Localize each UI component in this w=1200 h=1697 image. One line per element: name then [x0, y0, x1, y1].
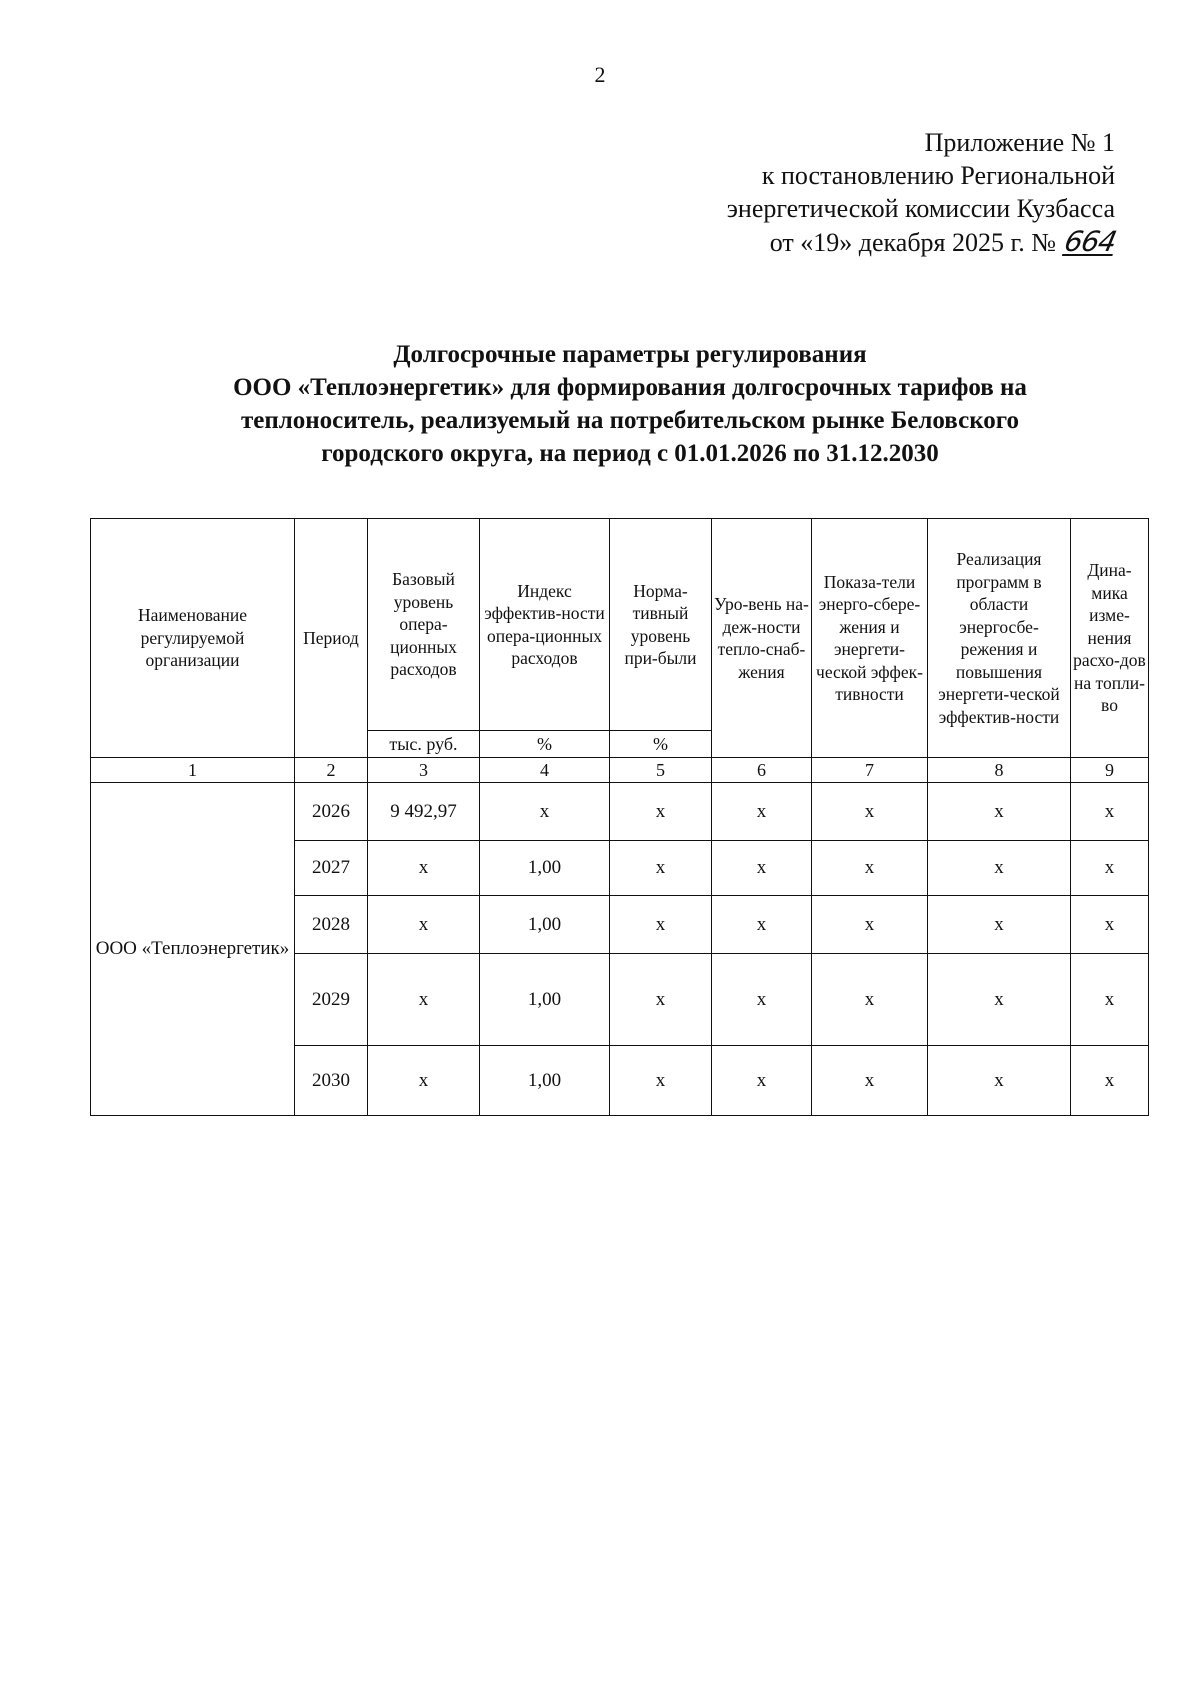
reliability-cell: х	[712, 896, 812, 954]
title-line-4: городского округа, на период с 01.01.2026 по 31.12.2030	[321, 440, 939, 467]
column-number: 3	[368, 758, 480, 783]
header-row	[91, 519, 1149, 731]
header-fuel-cost-dynamics: Дина-мика изме-нения расхо-дов на топли-во	[1071, 519, 1149, 758]
column-number: 2	[295, 758, 368, 783]
document-title	[100, 338, 1160, 470]
energy-indicators-cell: х	[812, 896, 928, 954]
efficiency-index-cell: 1,00	[480, 896, 610, 954]
fuel-dynamics-cell: х	[1071, 783, 1149, 841]
energy-programs-cell: х	[928, 896, 1071, 954]
period-cell: 2027	[295, 841, 368, 896]
energy-programs-cell: х	[928, 841, 1071, 896]
column-number: 1	[91, 758, 295, 783]
title-line-2: ООО «Теплоэнергетик» для формирования долгосрочных тарифов на	[233, 374, 1027, 401]
base-opex-cell: х	[368, 1046, 480, 1116]
period-cell: 2030	[295, 1046, 368, 1116]
header-energy-saving-programs: Реализация программ в области энергосбе-режения и повышения энергети-ческой эффектив-ности	[928, 519, 1071, 758]
efficiency-index-cell: 1,00	[480, 954, 610, 1046]
handwritten-decree-number: 664	[1061, 225, 1119, 258]
header-organization: Наименование регулируемой организации	[91, 519, 295, 758]
energy-programs-cell: х	[928, 783, 1071, 841]
header-reliability-level: Уро-вень на-деж-ности тепло-снаб-жения	[712, 519, 812, 758]
column-number: 5	[610, 758, 712, 783]
reliability-cell: х	[712, 783, 812, 841]
column-number: 6	[712, 758, 812, 783]
reliability-cell: х	[712, 954, 812, 1046]
header-efficiency-index: Индекс эффектив-ности опера-ционных расходов	[480, 519, 610, 731]
period-cell: 2029	[295, 954, 368, 1046]
column-numbers-row	[91, 758, 1149, 783]
appendix-line-3: энергетической комиссии Кузбасса	[726, 194, 1115, 223]
organization-name: ООО «Теплоэнергетик»	[91, 783, 295, 1116]
header-normative-profit: Норма-тивный уровень при-были	[610, 519, 712, 731]
fuel-dynamics-cell: х	[1071, 1046, 1149, 1116]
appendix-block	[560, 126, 1119, 259]
efficiency-index-cell: 1,00	[480, 841, 610, 896]
fuel-dynamics-cell: х	[1071, 954, 1149, 1046]
appendix-date: от «19» декабря 2025 г. №	[769, 228, 1057, 257]
column-number: 4	[480, 758, 610, 783]
column-number: 8	[928, 758, 1071, 783]
appendix-line-1: Приложение № 1	[924, 128, 1115, 157]
base-opex-cell: х	[368, 896, 480, 954]
energy-indicators-cell: х	[812, 841, 928, 896]
unit-thousand-rub: тыс. руб.	[368, 731, 480, 758]
fuel-dynamics-cell: х	[1071, 896, 1149, 954]
base-opex-cell: 9 492,97	[368, 783, 480, 841]
reliability-cell: х	[712, 1046, 812, 1116]
appendix-line-4	[560, 225, 1119, 259]
title-line-3: теплоноситель, реализуемый на потребительском рынке Беловского	[240, 407, 1020, 434]
column-number: 9	[1071, 758, 1149, 783]
appendix-line-2: к постановлению Региональной	[761, 161, 1115, 190]
unit-percent-profit: %	[610, 731, 712, 758]
period-cell: 2028	[295, 896, 368, 954]
normative-profit-cell: х	[610, 1046, 712, 1116]
header-energy-saving-indicators: Показа-тели энерго-сбере-жения и энергети-ческой эффек-тивности	[812, 519, 928, 758]
reliability-cell: х	[712, 841, 812, 896]
header-base-opex: Базовый уровень опера-ционных расходов	[368, 519, 480, 731]
normative-profit-cell: х	[610, 841, 712, 896]
efficiency-index-cell: х	[480, 783, 610, 841]
period-cell: 2026	[295, 783, 368, 841]
energy-indicators-cell: х	[812, 1046, 928, 1116]
energy-indicators-cell: х	[812, 954, 928, 1046]
base-opex-cell: х	[368, 841, 480, 896]
normative-profit-cell: х	[610, 783, 712, 841]
energy-programs-cell: х	[928, 954, 1071, 1046]
header-period: Период	[295, 519, 368, 758]
page-number: 2	[594, 62, 606, 87]
normative-profit-cell: х	[610, 954, 712, 1046]
title-line-1: Долгосрочные параметры регулирования	[393, 341, 867, 368]
fuel-dynamics-cell: х	[1071, 841, 1149, 896]
energy-indicators-cell: х	[812, 783, 928, 841]
base-opex-cell: х	[368, 954, 480, 1046]
efficiency-index-cell: 1,00	[480, 1046, 610, 1116]
column-number: 7	[812, 758, 928, 783]
parameters-table	[90, 518, 1149, 1116]
normative-profit-cell: х	[610, 896, 712, 954]
table-row	[91, 783, 1149, 841]
unit-percent-index: %	[480, 731, 610, 758]
energy-programs-cell: х	[928, 1046, 1071, 1116]
